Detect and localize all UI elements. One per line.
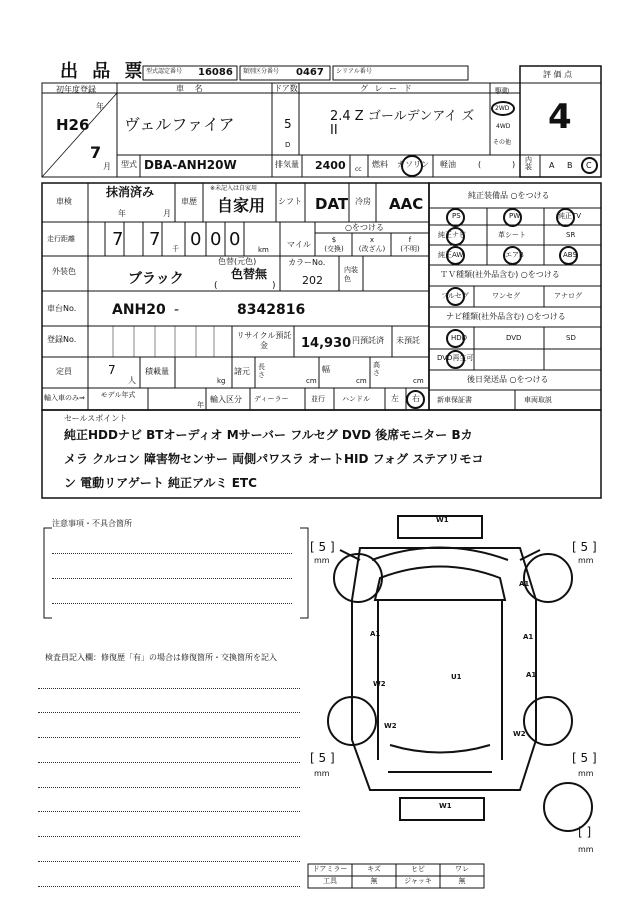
dims-width-unit: cm xyxy=(356,377,367,385)
equip-ps-mark xyxy=(446,208,465,227)
first-reg-label: 初年度登録 xyxy=(56,85,96,94)
sales-label: セールスポイント xyxy=(64,414,128,423)
damage-mark: W2 xyxy=(384,722,397,730)
mileage-mark-note: ○をつける xyxy=(345,223,384,232)
grade-label: グ レ ー ド xyxy=(360,84,414,93)
reg-no-label: 登録No. xyxy=(47,335,77,344)
inspector-label: 検査員記入欄：修復歴「有」の場合は修復箇所・交換箇所を記入 xyxy=(45,653,277,662)
equip-aw[interactable]: 純正AW xyxy=(438,251,464,259)
tv-oneseg[interactable]: ワンセグ xyxy=(492,292,520,300)
sales-line-1: 純正HDDナビ BTオーディオ Mサーバー フルセグ DVD 後席モニター Bカ xyxy=(64,428,473,442)
tv-title: ＴＶ種類(社外品含む) ○をつける xyxy=(440,270,560,279)
equip-tv-mark xyxy=(556,208,575,227)
tread-fr-unit: mm xyxy=(578,556,594,565)
capacity-value: 7 xyxy=(108,363,116,377)
table-cell: ジャッキ xyxy=(404,877,432,885)
grade-value: 2.4 Z ゴールデンアイ ズII xyxy=(330,109,475,138)
equip-navi-mark xyxy=(446,227,465,246)
fuel-label: 燃料 xyxy=(372,160,388,169)
color-no-value: 202 xyxy=(302,274,323,287)
inspection-value: 抹消済み xyxy=(106,185,155,199)
tread-spare-bracket: [ ] xyxy=(578,825,592,839)
sales-line-3: ン 電動リアゲート 純正アルミ ETC xyxy=(64,476,257,490)
fuel-diesel[interactable]: 軽油 xyxy=(440,160,456,169)
damage-mark: W2 xyxy=(373,680,386,688)
navi-title: ナビ種類(社外品含む) ○をつける xyxy=(446,312,566,321)
import-cat-label: 輸入区分 xyxy=(210,395,242,404)
load-unit: kg xyxy=(217,377,226,385)
dims-length: 長さ xyxy=(258,363,265,379)
recycle-paid[interactable]: 円預託済 xyxy=(352,336,384,345)
capacity-label: 定員 xyxy=(56,367,72,376)
tread-rl-unit: mm xyxy=(314,769,330,778)
tread-fr-value: [ 5 ] xyxy=(572,540,597,554)
navi-sd[interactable]: SD xyxy=(566,334,576,342)
import-parallel[interactable]: 並行 xyxy=(311,395,325,403)
type-cert-value: 16086 xyxy=(198,67,233,78)
drive-label: 駆動 xyxy=(495,87,509,95)
equip-navi[interactable]: 純正ナビ xyxy=(438,231,466,239)
inspector-line xyxy=(38,886,300,887)
equip-airbag-mark xyxy=(503,246,522,265)
damage-mark: U1 xyxy=(451,673,462,681)
inspector-line xyxy=(38,811,300,812)
drive-4wd[interactable]: 4WD xyxy=(496,123,511,130)
doors-suffix: D xyxy=(285,141,291,149)
inspector-line xyxy=(38,688,300,689)
table-header: ドアミラー xyxy=(312,865,348,873)
color-label: 外装色 xyxy=(52,267,76,276)
rating-value: 4 xyxy=(548,97,572,137)
damage-mark: A1 xyxy=(523,633,534,641)
equip-abs-mark xyxy=(559,246,578,265)
displacement-label: 排気量 xyxy=(275,160,299,169)
load-label: 積載量 xyxy=(145,367,169,376)
recycle-unpaid[interactable]: 未預託 xyxy=(396,336,420,345)
handle-label: ハンドル xyxy=(342,395,370,403)
tv-fullseg-mark xyxy=(446,287,465,306)
shift-value: DAT xyxy=(315,195,349,213)
fuel-close: ) xyxy=(512,160,516,169)
inspector-line xyxy=(38,737,300,738)
mileage-opt-unknown[interactable]: f (不明) xyxy=(400,236,420,253)
name-label: 車 名 xyxy=(176,84,207,93)
model-year-unit: 年 xyxy=(197,401,204,409)
history-value: 自家用 xyxy=(217,196,266,215)
damage-mark: A1 xyxy=(519,580,530,588)
equip-title: 純正装備品 ○をつける xyxy=(468,191,550,200)
dims-width: 幅 xyxy=(322,365,330,374)
handle-right[interactable]: 右 xyxy=(412,394,420,403)
after-warranty[interactable]: 新車保証書 xyxy=(437,396,472,404)
drive-2wd[interactable]: 2WD xyxy=(495,105,510,112)
tread-rl-value: [ 5 ] xyxy=(310,751,335,765)
serial-label: シリアル番号 xyxy=(336,68,372,75)
color-no-label: カラーNo. xyxy=(288,258,326,267)
tread-rr-value: [ 5 ] xyxy=(572,751,597,765)
class-no-label: 類別区分番号 xyxy=(243,68,280,75)
table-header: キズ xyxy=(367,865,381,873)
dvd-play-mark xyxy=(446,350,465,369)
table-cell: 無 xyxy=(458,877,466,885)
caution-line xyxy=(52,578,292,579)
ac-label: 冷房 xyxy=(355,197,371,206)
equip-pw-mark xyxy=(503,208,522,227)
type-cert-label: 型式認定番号 xyxy=(146,68,183,75)
inspector-line xyxy=(38,861,300,862)
equip-aw-mark xyxy=(446,246,465,265)
doors-label: ドア数 xyxy=(274,84,298,93)
shift-label: シフト xyxy=(278,197,302,206)
color-change-label: 色替(元色) xyxy=(218,257,257,266)
fuel-gasoline-mark xyxy=(401,155,423,177)
mileage-digit-2: 7 xyxy=(149,229,161,250)
name-value: ヴェルファイア xyxy=(124,115,235,134)
navi-dvd[interactable]: DVD xyxy=(506,334,522,342)
handle-right-mark xyxy=(406,390,425,409)
mileage-unit: km xyxy=(258,246,269,254)
mileage-digit-5: 0 xyxy=(229,229,241,250)
damage-mark: W1 xyxy=(436,516,449,524)
navi-hdd-mark xyxy=(446,329,468,348)
tread-spare-unit: mm xyxy=(578,845,594,854)
dims-label: 諸元 xyxy=(234,367,250,376)
inspection-label: 車検 xyxy=(56,197,72,206)
mileage-mile[interactable]: マイル xyxy=(287,240,311,249)
equip-abs[interactable]: ABS xyxy=(563,251,577,259)
mileage-opt-replaced[interactable]: $ (交換) xyxy=(324,236,344,253)
mileage-digit-3: 0 xyxy=(190,229,202,250)
fuel-gasoline[interactable]: ガソリン xyxy=(397,160,429,169)
color-change-value: 色替無 xyxy=(231,267,268,281)
inspector-line xyxy=(38,836,300,837)
interior-label: 内装 xyxy=(525,156,532,171)
model-label: 型式 xyxy=(121,160,137,169)
displacement-value: 2400 xyxy=(315,159,346,172)
inspector-line xyxy=(38,762,300,763)
model-value: DBA-ANH20W xyxy=(144,158,237,172)
caution-label: 注意事項・不具合箇所 xyxy=(52,519,132,528)
chassis-label: 車台No. xyxy=(47,304,77,313)
dims-length-unit: cm xyxy=(306,377,317,385)
chassis-dash: - xyxy=(174,302,180,318)
month-unit: 月 xyxy=(103,162,111,171)
interior-a[interactable]: A xyxy=(549,161,555,170)
inspection-month-unit: 月 xyxy=(163,209,171,218)
chassis-number: 8342816 xyxy=(237,302,306,318)
color-change-open: ( xyxy=(214,281,218,291)
mileage-label: 走行距離 xyxy=(47,235,75,243)
dvd-play[interactable]: DVD再生可 xyxy=(437,354,474,362)
handle-left[interactable]: 左 xyxy=(391,394,399,403)
after-title: 後日発送品 ○をつける xyxy=(467,375,549,384)
model-year-label: モデル年式 xyxy=(100,391,136,399)
tread-fl-value: [ 5 ] xyxy=(310,540,335,554)
navi-hdd[interactable]: HDD xyxy=(451,334,468,342)
mileage-thousand: 千 xyxy=(172,245,179,253)
ac-value: AAC xyxy=(389,195,424,213)
import-dealer[interactable]: ディーラー xyxy=(254,395,289,403)
interior-color-label: 内装色 xyxy=(344,266,358,283)
caution-line xyxy=(52,553,292,554)
damage-mark: W1 xyxy=(439,802,452,810)
tread-fl-unit: mm xyxy=(314,556,330,565)
inspection-year-unit: 年 xyxy=(118,209,126,218)
drive-2wd-mark xyxy=(491,101,515,116)
recycle-label: リサイクル預託金 xyxy=(236,331,292,350)
tv-analog[interactable]: アナログ xyxy=(554,292,582,300)
interior-c[interactable]: C xyxy=(586,161,592,170)
history-label: 車歴 xyxy=(181,197,197,206)
color-value: ブラック xyxy=(128,271,184,287)
first-reg-year: H26 xyxy=(56,116,90,134)
after-manual[interactable]: 車両取説 xyxy=(524,396,552,404)
recycle-value: 14,930 xyxy=(301,336,352,351)
displacement-unit: cc xyxy=(355,166,362,173)
table-header: ワレ xyxy=(455,865,469,873)
tv-fullseg[interactable]: フルセグ xyxy=(441,292,469,300)
equip-leather[interactable]: 革シート xyxy=(498,231,526,239)
capacity-unit: 人 xyxy=(128,376,136,385)
dims-height: 高さ xyxy=(373,361,380,377)
fuel-other[interactable]: ( xyxy=(478,160,482,169)
inspector-line xyxy=(38,712,300,713)
damage-mark: A1 xyxy=(526,671,537,679)
equip-tv[interactable]: 純正TV xyxy=(558,212,582,220)
equip-sr[interactable]: SR xyxy=(566,231,576,239)
chassis-prefix: ANH20 xyxy=(112,302,166,318)
mileage-digit-1: 7 xyxy=(112,229,124,250)
sales-line-2: メラ クルコン 障害物センサー 両側パワスラ オートHID フォグ ステアリモコ xyxy=(64,452,484,466)
color-change-close: ) xyxy=(272,281,276,291)
history-note: ※未記入は自家用 xyxy=(210,185,258,192)
equip-pw[interactable]: PW xyxy=(509,212,521,220)
interior-c-mark xyxy=(581,157,598,174)
first-reg-month: 7 xyxy=(90,143,102,162)
rating-label: 評 価 点 xyxy=(543,70,573,79)
caution-line xyxy=(52,603,292,604)
inspector-line xyxy=(38,787,300,788)
table-cell: 無 xyxy=(370,877,378,885)
equip-ps[interactable]: PS xyxy=(452,212,461,220)
drive-other[interactable]: その他 xyxy=(493,139,512,146)
sheet-title: 出 品 票 xyxy=(60,61,147,82)
table-cell: 工具 xyxy=(323,877,337,885)
tread-rr-unit: mm xyxy=(578,769,594,778)
mileage-digit-4: 0 xyxy=(210,229,222,250)
interior-b[interactable]: B xyxy=(567,161,573,170)
mileage-opt-altered[interactable]: x (改ざん) xyxy=(358,236,386,253)
dims-height-unit: cm xyxy=(413,377,424,385)
equip-airbag[interactable]: エアB xyxy=(505,251,524,259)
damage-mark: W2 xyxy=(513,730,526,738)
class-no-value: 0467 xyxy=(296,67,324,78)
damage-mark: A1 xyxy=(370,630,381,638)
import-label: 輸入車のみ⇒ xyxy=(44,394,85,402)
doors-value: 5 xyxy=(284,117,292,131)
year-unit: 年 xyxy=(96,102,104,111)
table-header: ヒビ xyxy=(411,865,425,873)
